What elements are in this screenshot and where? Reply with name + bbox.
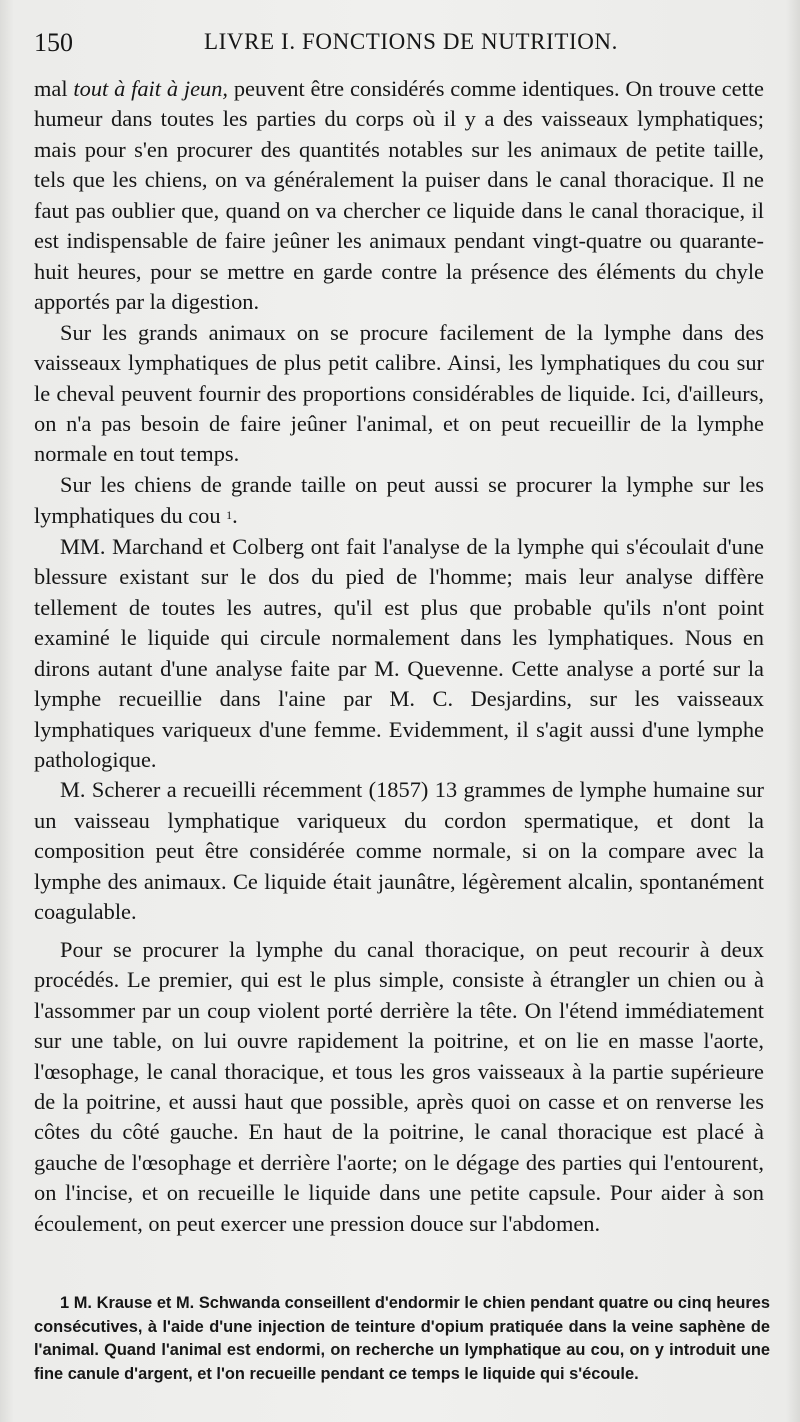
paragraph-text: peuvent être considérés comme identiques. On trouve cette humeur dans toutes les parties du corps où il y a des vaisseaux lymphatiques; mais pour s'en procurer des quantités notables sur les animaux de petite taille, tels que les chiens, on va généralement la puiser dans le canal thoracique. Il ne faut pas oublier que, quand on va chercher ce liquide dans le canal thoracique, il est indispensable de faire jeûner les animaux pendant vingt-quatre ou quarante-huit heures, pour se mettre en garde contre la présence des éléments du chyle apportés par la digestion. bbox=[34, 76, 764, 315]
paragraph: M. Scherer a recueilli récemment (1857) 13 grammes de lymphe humaine sur un vaisseau lymphatique variqueux du cordon spermatique, et dont la composition peut être considérée comme normale, si on la compare avec la lymphe des animaux. Ce liquide était jaunâtre, légèrement alcalin, spontanément coagulable. bbox=[34, 777, 764, 925]
paragraph-text: mal bbox=[34, 76, 74, 101]
paragraph bbox=[34, 74, 764, 318]
paragraph bbox=[34, 470, 764, 532]
footnote-paragraph bbox=[34, 1292, 770, 1386]
page-number: 150 bbox=[34, 28, 73, 57]
paragraph: Sur les grands animaux on se procure facilement de la lymphe dans des vaisseaux lymphatiques de plus petit calibre. Ainsi, les lymphatiques du cou sur le cheval peuvent fournir des proportions considérables de liquide. Ici, d'ailleurs, on n'a pas besoin de faire jeûner l'animal, et on peut recueillir de la lymphe normale en tout temps. bbox=[34, 319, 764, 467]
running-head: LIVRE I. FONCTIONS DE NUTRITION. bbox=[204, 29, 618, 54]
footnote-text: M. Krause et M. Schwanda conseillent d'endormir le chien pendant quatre ou cinq heures consécutives, à l'aide d'une injection de teinture d'opium pratiquée dans la veine saphène de l'animal. Quand l'animal est endormi, on recherche un lymphatique au cou, on y introduit une fine canule d'argent, et l'on recueille pendant ce temps le liquide qui s'écoule. bbox=[34, 1294, 770, 1383]
footnote-marker: 1 bbox=[60, 1294, 70, 1312]
page-header bbox=[34, 28, 764, 62]
italic-phrase: tout à fait à jeun, bbox=[73, 76, 228, 101]
paragraph-text: . bbox=[232, 503, 238, 529]
footnote-reference: 1 bbox=[226, 508, 233, 523]
paragraph-text: Sur les chiens de grande taille on peut aussi se procurer la lymphe sur les lymphatiques du cou bbox=[34, 471, 764, 529]
footnote bbox=[34, 1292, 770, 1386]
paragraph: Pour se procurer la lymphe du canal thoracique, on peut recourir à deux procédés. Le premier, qui est le plus simple, consiste à étrangler un chien ou à l'assommer par un coup violent porté derrière la tête. On l'étend immédiatement sur une table, on lui ouvre rapidement la poitrine, et on lie en masse l'aorte, l'œsophage, le canal thoracique, et tous les gros vaisseaux à la partie supérieure de la poitrine, et aussi haut que possible, après quoi on casse et on renverse les côtes du côté gauche. En haut de la poitrine, le canal thoracique est placé à gauche de l'œsophage et derrière l'aorte; on le dégage des parties qui l'entourent, on l'incise, et on recueille le liquide dans une petite capsule. Pour aider à son écoulement, on peut exercer une pression douce sur l'abdomen. bbox=[34, 936, 764, 1236]
main-text bbox=[34, 74, 764, 1239]
paragraph: MM. Marchand et Colberg ont fait l'analyse de la lymphe qui s'écoulait d'une blessure existant sur le dos du pied de l'homme; mais leur analyse diffère tellement de toutes les autres, qu'il est plus que probable qu'ils n'ont point examiné le liquide qui circule normalement dans les lymphatiques. Nous en dirons autant d'une analyse faite par M. Quevenne. Cette analyse a porté sur la lymphe recueillie dans l'aine par M. C. Desjardins, sur les vaisseaux lymphatiques variqueux d'une femme. Evidemment, il s'agit aussi d'une lymphe pathologique. bbox=[34, 533, 764, 772]
